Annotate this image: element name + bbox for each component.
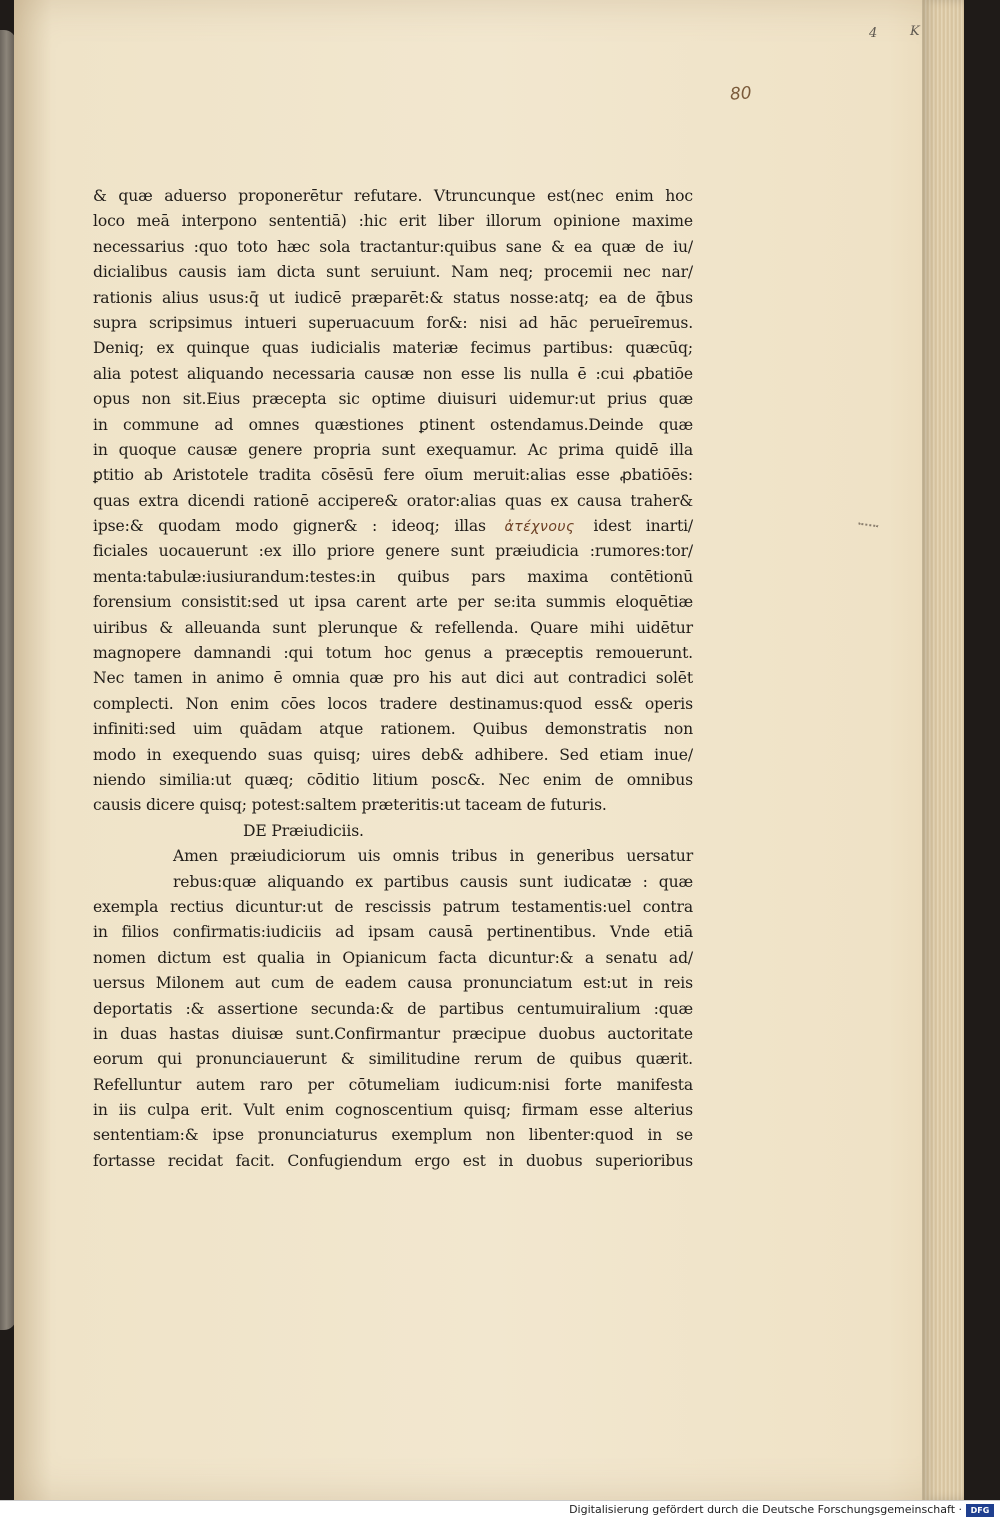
text-line: fortasse recidat facit. Confugiendum ergo est in duobus superioribus (93, 1151, 693, 1170)
text-line: in quoque causæ genere propria sunt exequamur. Ac prima quidē illa (93, 440, 693, 459)
text-line: nomen dictum est qualia in Opianicum facta dicuntur:& a senatu ad/ (93, 948, 693, 967)
text-fragment: idest inarti/ (593, 517, 694, 536)
text-line: deportatis :& assertione secunda:& de partibus centumuiralium :quæ (93, 999, 693, 1018)
text-line: magnopere damnandi :qui totum hoc genus a præceptis remouerunt. (93, 644, 693, 663)
text-line: niendo similia:ut quæq; cōditio litium posc&. Nec enim de omnibus (93, 770, 693, 789)
text-line: rebus:quæ aliquando ex partibus causis sunt iudicatæ : quæ (173, 872, 693, 891)
text-line: loco meā interpono sententiā) :hic erit liber illorum opinione maxime (93, 212, 693, 231)
text-line: complecti. Non enim cōes locos tradere destinamus:quod ess& operis (93, 694, 693, 713)
main-text (93, 184, 693, 1174)
text-line: rationis alius usus:q̄ ut iudicē præparēt:& status nosse:atq; ea de q̄bus (93, 288, 693, 307)
section-heading: DE Præiudiciis. (243, 821, 364, 840)
text-line: ficiales uocauerunt :ex illo priore genere sunt præiudicia :rumores:tor/ (93, 542, 693, 561)
text-line: opus non sit.Eius præcepta sic optime diuisuri uidemur:ut prius quæ (93, 390, 693, 409)
text-line: infiniti:sed uim quādam atque rationem. Quibus demonstratis non (93, 720, 693, 739)
text-line: menta:tabulæ:iusiurandum:testes:in quibus pars maxima contētionū (93, 567, 693, 586)
text-line: in duas hastas diuisæ sunt.Confirmantur præcipue duobus auctoritate (93, 1024, 693, 1043)
text-line: necessarius :quo toto hæc sola tractantur:quibus sane & ea quæ de iu/ (93, 237, 693, 256)
footer-bar (0, 1500, 1000, 1520)
margin-pen-mark (858, 513, 879, 528)
page-fore-edge (922, 0, 964, 1500)
folio-number: 80 (729, 83, 753, 105)
text-line: Refelluntur autem raro per cōtumeliam iudicum:nisi forte manifesta (93, 1075, 693, 1094)
text-line: sententiam:& ipse pronunciaturus exemplum non libenter:quod in se (93, 1126, 693, 1145)
greek-marginal-gloss: ἀτέχνους (504, 519, 575, 536)
text-line: modo in exequendo suas quisq; uires deb& adhibere. Sed etiam inue/ (93, 745, 693, 764)
text-line: quas extra dicendi rationē accipere& orator:alias quas ex causa traher& (93, 491, 693, 510)
dfg-logo: DFG (966, 1504, 994, 1517)
text-line: supra scripsimus intueri superuacuum for&: nisi ad hāc perueīremus. (93, 313, 693, 332)
text-line: ꝑtitio ab Aristotele tradita cōsēsū fere oīum meruit:alias esse ꝓbatiōēs: (93, 466, 693, 485)
text-line: in iis culpa erit. Vult enim cognoscentium quisq; firmam esse alterius (93, 1101, 693, 1120)
text-line: uersus Milonem aut cum de eadem causa pronunciatum est:ut in reis (93, 974, 693, 993)
text-line: eorum qui pronunciauerunt & similitudine rerum de quibus quærit. (93, 1050, 693, 1069)
text-line-with-gloss (93, 514, 693, 539)
text-line: in filios confirmatis:iudiciis ad ipsam causā pertinentibus. Vnde etiā (93, 923, 693, 942)
corner-mark-2: K (910, 24, 920, 39)
text-line: forensium consistit:sed ut ipsa carent arte per se:ita summis eloquētiæ (93, 593, 693, 612)
text-line: dicialibus causis iam dicta sunt seruiunt. Nam neq; procemii nec nar/ (93, 263, 693, 282)
corner-mark-1: 4 (869, 26, 878, 41)
text-line: exempla rectius dicuntur:ut de rescissis patrum testamentis:uel contra (93, 897, 693, 916)
text-fragment: ipse:& quodam modo gigner& : ideoq; illas (93, 517, 486, 536)
text-line: in commune ad omnes quæstiones ꝑtinent ostendamus.Deinde quæ (93, 415, 693, 434)
text-line: uiribus & alleuanda sunt plerunque & refellenda. Quare mihi uidētur (93, 618, 693, 637)
text-line: causis dicere quisq; potest:saltem præteritis:ut taceam de futuris. (93, 796, 607, 815)
text-line: Deniq; ex quinque quas iudicialis materiæ fecimus partibus: quæcūq; (93, 339, 693, 358)
text-line: Amen præiudiciorum uis omnis tribus in generibus uersatur (173, 847, 693, 866)
text-line: Nec tamen in animo ē omnia quæ pro his aut dici aut contradici solēt (93, 669, 693, 688)
text-line: alia potest aliquando necessaria causæ non esse lis nulla ē :cui ꝓbatiōe (93, 364, 693, 383)
text-line: & quæ aduerso proponerētur refutare. Vtruncunque est(nec enim hoc (93, 187, 693, 205)
funding-credit: Digitalisierung gefördert durch die Deutsche Forschungsgemeinschaft · (569, 1503, 962, 1516)
